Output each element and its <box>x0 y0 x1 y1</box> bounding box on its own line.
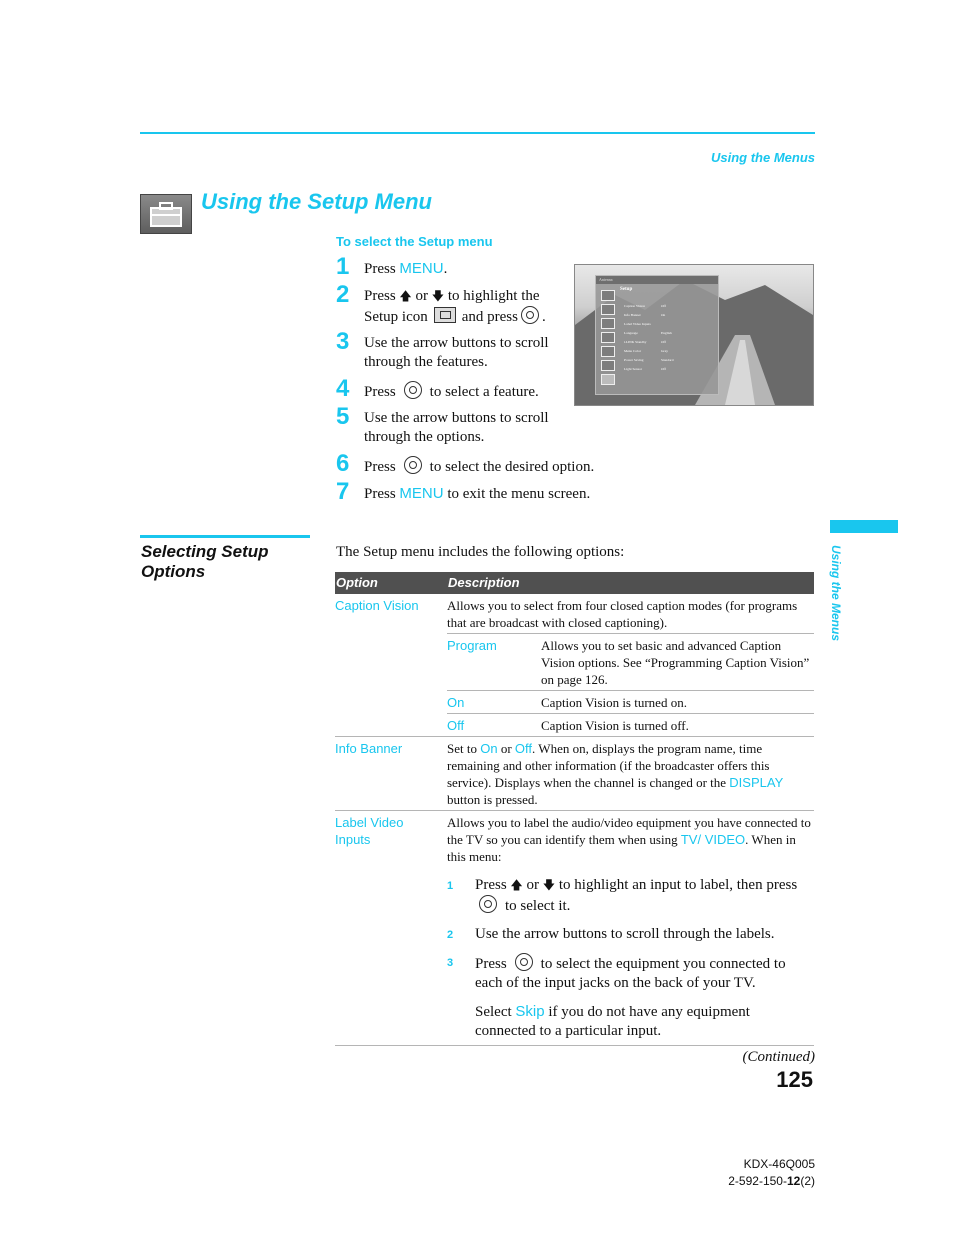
step-number: 6 <box>336 450 350 477</box>
menu-side-icon <box>601 304 615 315</box>
tv-menu-row: Info Banner On <box>624 313 666 317</box>
continued-note: (Continued) <box>742 1049 815 1065</box>
tv-menu-row: Light Sensor Off <box>624 367 666 371</box>
menu-side-icon <box>601 290 615 301</box>
up-arrow-icon: 🡅 <box>510 878 523 892</box>
joystick-button-icon <box>521 306 539 324</box>
option-description: Allows you to label the audio/video equipment you have connected to the TV so you can identify them when using TV/ VIDEO. When in this menu: <box>447 815 811 864</box>
step-number: 1 <box>336 253 350 280</box>
step-number: 5 <box>336 403 350 430</box>
side-tab-label: Using the Menus <box>829 544 843 641</box>
down-arrow-icon: 🡇 <box>542 878 556 892</box>
side-tab-marker <box>830 520 898 533</box>
tv-menu-row: Power Saving Standard <box>624 358 674 362</box>
step-number: 3 <box>336 328 350 355</box>
step-number: 2 <box>336 281 350 308</box>
section-rule <box>140 535 310 538</box>
step-number: 4 <box>336 375 350 402</box>
menu-side-icon-selected <box>601 374 615 385</box>
option-name: Label Video Inputs <box>335 815 404 847</box>
sub-row-program: Program Allows you to set basic and advanced Caption Vision options. See “Programming Caption Vision” on page 126. <box>447 633 814 690</box>
column-header-description: Description <box>448 575 520 590</box>
menu-side-icon <box>601 318 615 329</box>
option-description: Set to On or Off. When on, displays the program name, time remaining and other information (if the broadcaster offers this service). Displays when the channel is changed or the DISPLAY button is pressed. <box>447 741 784 807</box>
tv-menu-row: Label Video Inputs <box>624 322 651 326</box>
setup-menu-overlay: Antenna Setup Caption Vision Off Info Banner On Label Video Inputs Language English i.LINK Standby Off Menu Color Gray Power Saving Standard Light Sensor Off <box>595 275 719 395</box>
menu-side-icon <box>601 332 615 343</box>
table-header <box>335 572 814 594</box>
step-number: 7 <box>336 478 350 505</box>
model-code: KDX-46Q005 2-592-150-12(2) <box>728 1157 815 1188</box>
toolbox-icon <box>434 307 456 323</box>
sub-step-1: 1 Press 🡅 or 🡇 to highlight an input to label, then press to select it. <box>447 877 798 914</box>
sub-row-off: Off Caption Vision is turned off. <box>447 713 814 736</box>
menu-keyword: MENU <box>399 485 444 502</box>
sub-step-note: Select Skip if you do not have any equipment connected to a particular input. <box>475 1003 750 1039</box>
tv-menu-row: Menu Color Gray <box>624 349 668 353</box>
sub-row-on: On Caption Vision is turned on. <box>447 690 814 713</box>
table-row-label-video-inputs <box>335 811 814 1046</box>
page-title: Using the Setup Menu <box>201 189 432 214</box>
menu-side-icon <box>601 346 615 357</box>
sub-step-3: 3 Press to select the equipment you connected to each of the input jacks on the back of your TV. <box>447 953 814 993</box>
joystick-button-icon <box>479 895 497 913</box>
up-arrow-icon: 🡅 <box>399 289 412 303</box>
page-number: 125 <box>776 1067 813 1092</box>
options-table <box>335 572 814 1046</box>
column-header-option: Option <box>336 575 378 590</box>
joystick-button-icon <box>404 456 422 474</box>
tv-menu-row: i.LINK Standby Off <box>624 340 666 344</box>
table-row-caption-vision <box>335 594 814 737</box>
sub-step-2: 2 Use the arrow buttons to scroll through the labels. <box>447 926 775 942</box>
setup-menu-screenshot <box>574 264 814 406</box>
option-name: Info Banner <box>335 741 403 756</box>
toolbox-icon <box>140 194 192 234</box>
running-head: Using the Menus <box>710 150 815 165</box>
menu-keyword: MENU <box>399 260 444 277</box>
section-title: Selecting Setup Options <box>141 542 269 581</box>
intro-text: The Setup menu includes the following options: <box>336 544 625 560</box>
joystick-button-icon <box>515 953 533 971</box>
section-subheading: To select the Setup menu <box>336 234 493 249</box>
menu-side-icon <box>601 360 615 371</box>
table-row-info-banner <box>335 737 814 811</box>
option-name: Caption Vision <box>335 598 419 613</box>
top-rule <box>140 132 815 134</box>
tv-menu-row: Language English <box>624 331 672 335</box>
option-description: Allows you to select from four closed caption modes (for programs that are broadcast with closed captioning). <box>447 598 798 630</box>
tv-menu-row: Caption Vision Off <box>624 304 666 308</box>
joystick-button-icon <box>404 381 422 399</box>
down-arrow-icon: 🡇 <box>431 289 445 303</box>
